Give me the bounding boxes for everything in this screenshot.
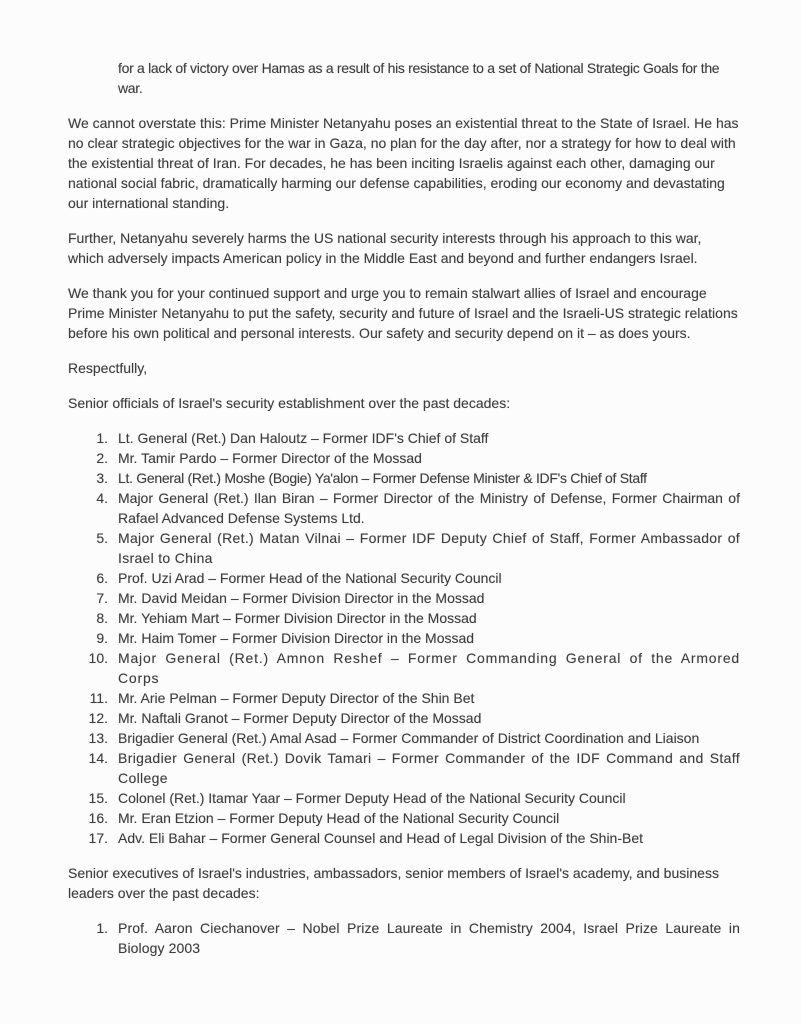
signatory-list-item: Mr. Eran Etzion – Former Deputy Head of the National Security Council <box>118 810 560 826</box>
signatory-list-item: Lt. General (Ret.) Moshe (Bogie) Ya'alon – Former Defense Minister & IDF's Chief of Staff <box>118 470 647 486</box>
signatory-list-item: Mr. Yehiam Mart – Former Division Director in the Mossad <box>118 610 477 626</box>
senior-executives-heading: Senior executives of Israel's industries, ambassadors, senior members of Israel's academy, and business leaders over the past decades: <box>68 865 719 901</box>
signatory-list-item: Adv. Eli Bahar – Former General Counsel and Head of Legal Division of the Shin-Bet <box>118 830 644 846</box>
signatory-list-item: Lt. General (Ret.) Dan Haloutz – Former IDF's Chief of Staff <box>118 430 489 446</box>
signatory-list-item: Mr. David Meidan – Former Division Director in the Mossad <box>118 590 485 606</box>
paragraph-thank-you: We thank you for your continued support and urge you to remain stalwart allies of Israel and encourage Prime Minister Netanyahu to put the safety, security and future of Israel and the Israeli-US strategic relations before his own political and personal interests. Our safety and security depend on it – as does yours. <box>68 285 738 341</box>
signatory-list-item: Major General (Ret.) Ilan Biran – Former Director of the Ministry of Defense, Former Chairman of Rafael Advanced Defense Systems Ltd. <box>118 490 740 526</box>
signatory-list-item: Mr. Arie Pelman – Former Deputy Director of the Shin Bet <box>118 690 475 706</box>
signatory-list-item: Mr. Tamir Pardo – Former Director of the Mossad <box>118 450 422 466</box>
signatory-list-item: Major General (Ret.) Amnon Reshef – Former Commanding General of the Armored Corps <box>118 650 740 686</box>
signatory-list-item: Prof. Uzi Arad – Former Head of the National Security Council <box>118 570 502 586</box>
signatory-list-item: Brigadier General (Ret.) Amal Asad – Former Commander of District Coordination and Liaison <box>118 730 700 746</box>
security-officials-heading: Senior officials of Israel's security establishment over the past decades: <box>68 395 511 411</box>
paragraph-existential-threat: We cannot overstate this: Prime Minister Netanyahu poses an existential threat to the State of Israel. He has no clear strategic objectives for the war in Gaza, no plan for the day after, nor a strategy for how to deal with the existential threat of Iran. For decades, he has been inciting Israelis against each other, damaging our national social fabric, dramatically harming our defense capabilities, eroding our economy and devastating our international standing. <box>68 115 739 211</box>
signatory-list-item: Brigadier General (Ret.) Dovik Tamari – Former Commander of the IDF Command and Staff College <box>118 750 740 786</box>
signatory-list-item: Colonel (Ret.) Itamar Yaar – Former Deputy Head of the National Security Council <box>118 790 626 806</box>
security-officials-list <box>68 428 740 848</box>
signatory-list-item: Mr. Haim Tomer – Former Division Director in the Mossad <box>118 630 475 646</box>
signatory-list-item: Major General (Ret.) Matan Vilnai – Former IDF Deputy Chief of Staff, Former Ambassador of Israel to China <box>118 530 740 566</box>
paragraph-intro-fragment: for a lack of victory over Hamas as a result of his resistance to a set of National Strategic Goals for the war. <box>118 60 720 96</box>
closing-respectfully: Respectfully, <box>68 360 148 376</box>
paragraph-us-security-interests: Further, Netanyahu severely harms the US national security interests through his approach to this war, which adversely impacts American policy in the Middle East and beyond and further endangers Israel. <box>68 230 702 266</box>
signatory-list-item: Prof. Aaron Ciechanover – Nobel Prize Laureate in Chemistry 2004, Israel Prize Laureate in Biology 2003 <box>118 920 740 956</box>
signatory-list-item: Mr. Naftali Granot – Former Deputy Director of the Mossad <box>118 710 482 726</box>
senior-executives-list <box>68 918 740 958</box>
